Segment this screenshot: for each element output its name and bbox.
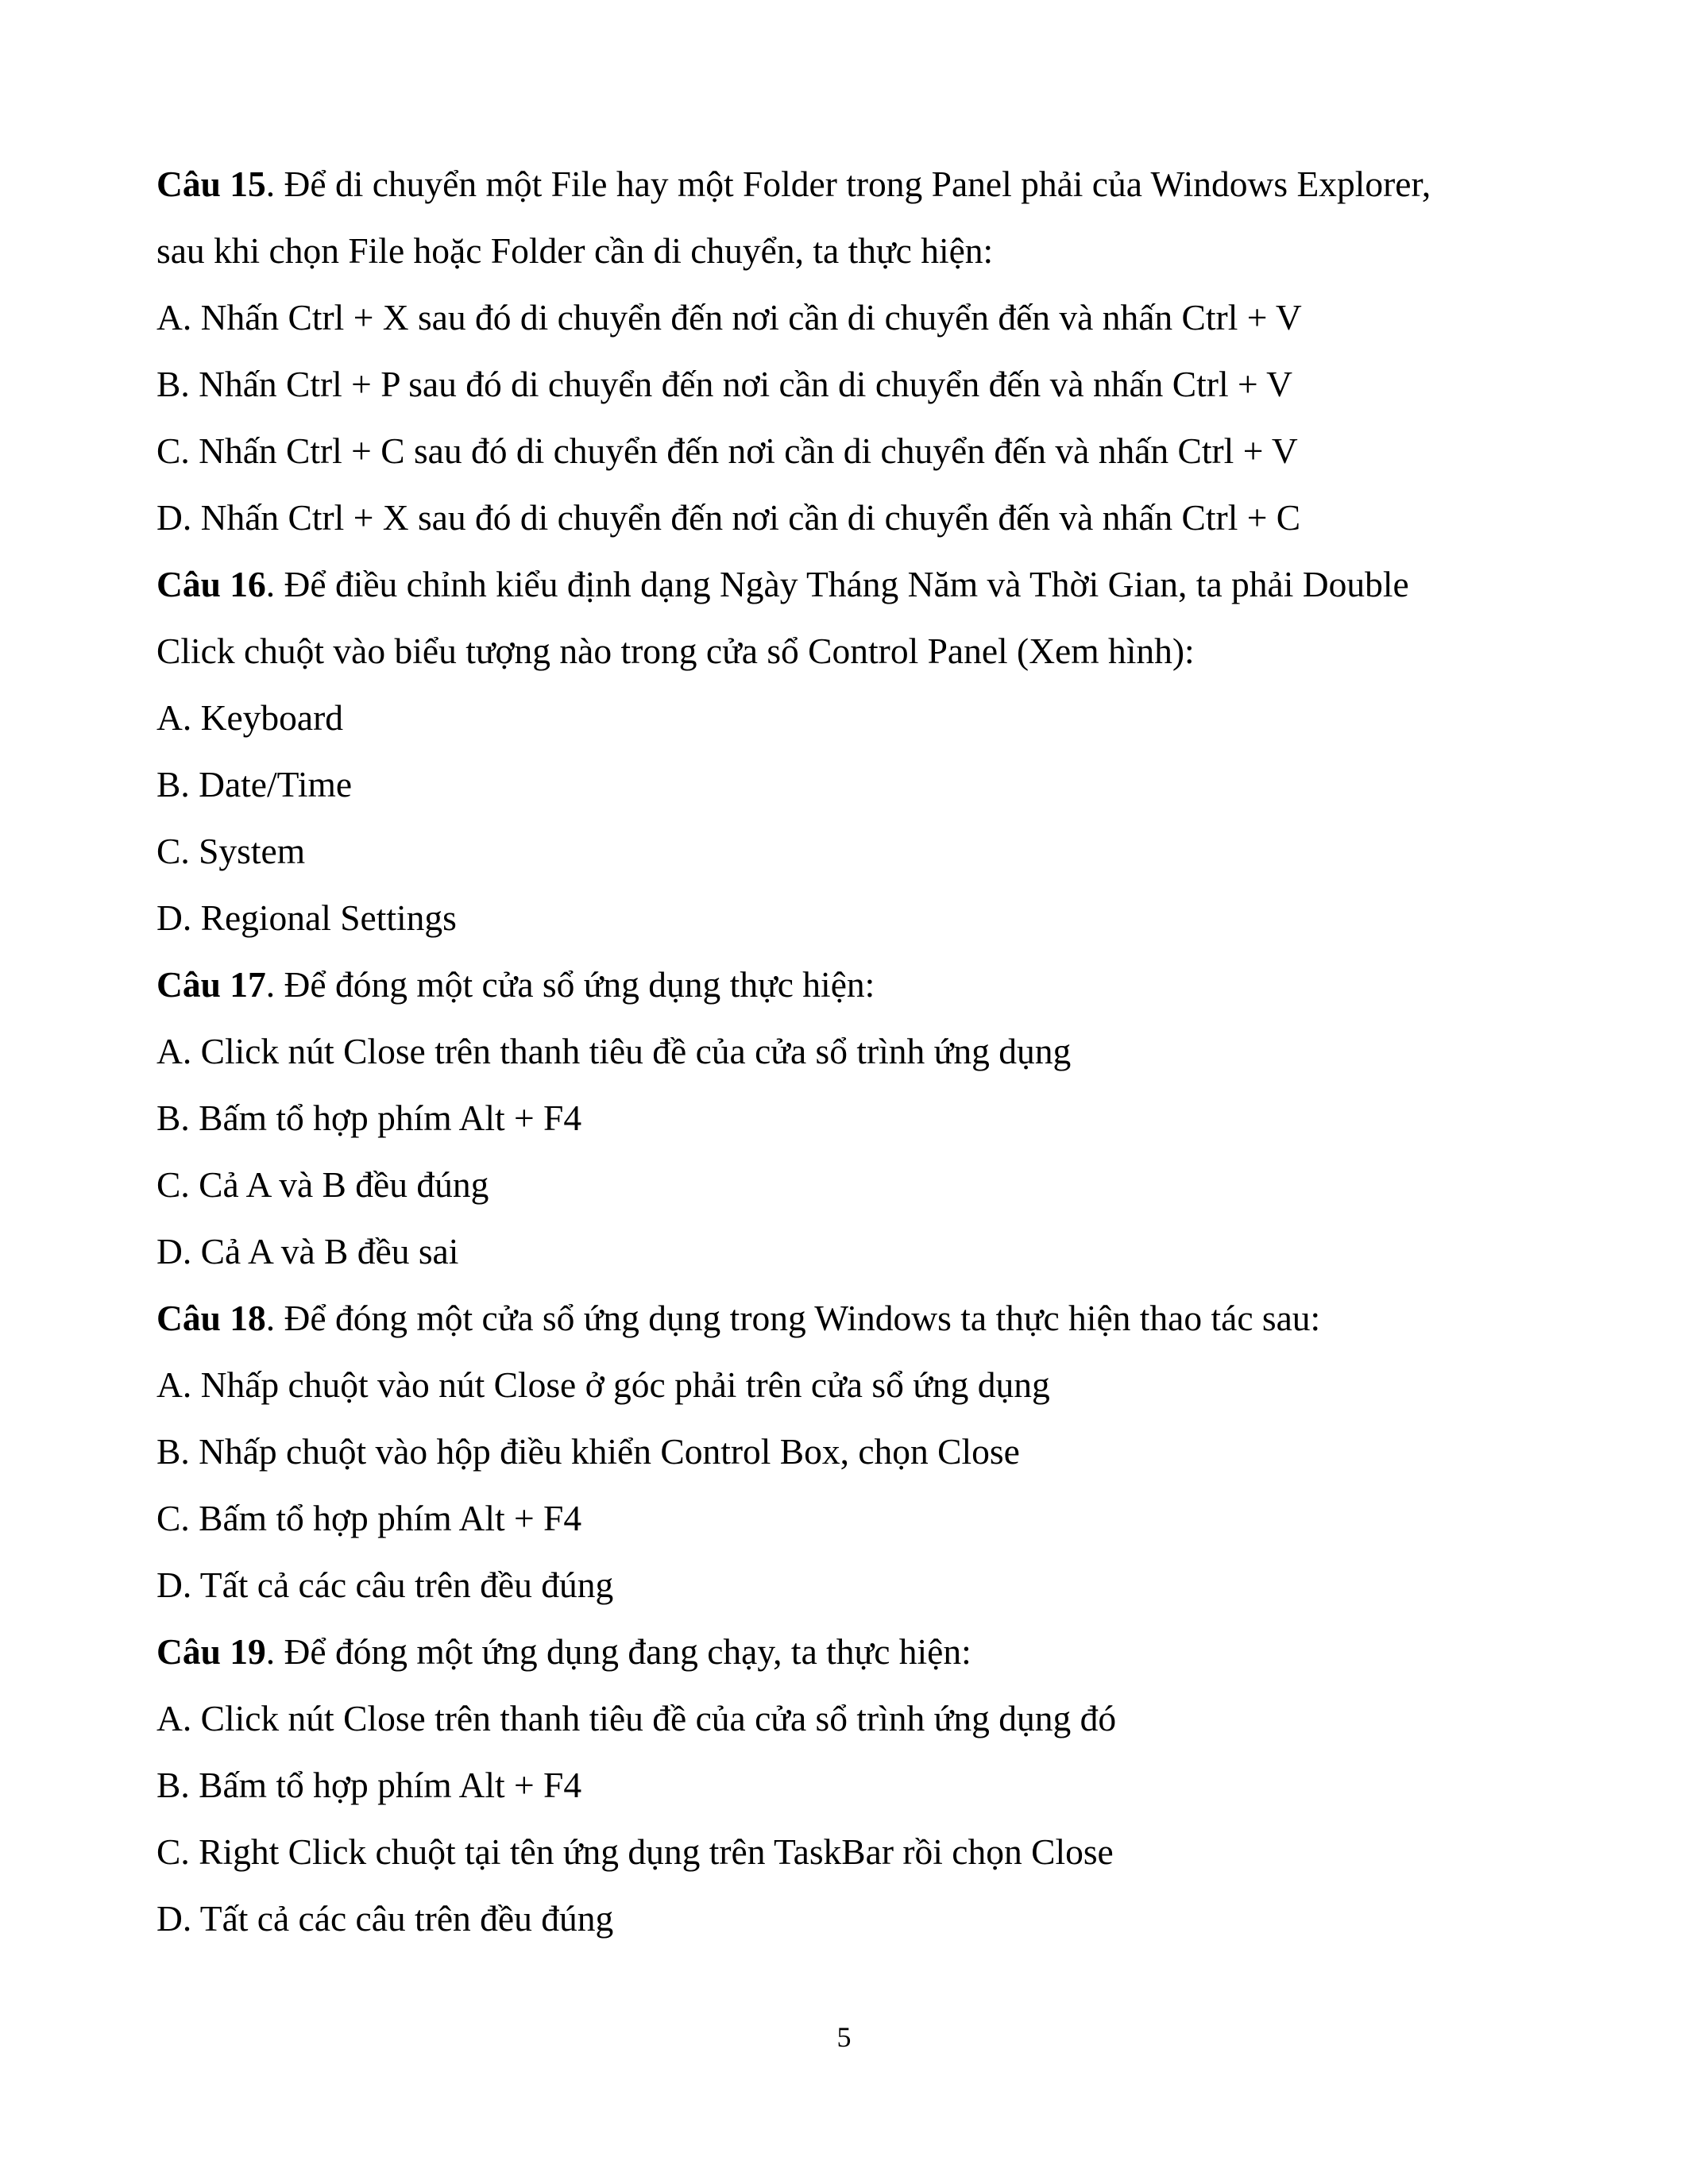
question-19-option-b: B. Bấm tổ hợp phím Alt + F4 xyxy=(156,1765,582,1805)
question-15-label: Câu 15 xyxy=(156,164,266,204)
question-16-option-b: B. Date/Time xyxy=(156,764,353,805)
question-19-line-1 xyxy=(156,1619,1531,1685)
question-17-option-c: C. Cả A và B đều đúng xyxy=(156,1164,489,1205)
question-18-option-d: D. Tất cả các câu trên đều đúng xyxy=(156,1565,614,1605)
question-18-option-a: A. Nhấp chuột vào nút Close ở góc phải trên cửa sổ ứng dụng xyxy=(156,1364,1050,1405)
question-17-option-b: B. Bấm tổ hợp phím Alt + F4 xyxy=(156,1098,582,1138)
question-17-option-d: D. Cả A và B đều sai xyxy=(156,1231,459,1271)
document-body xyxy=(156,151,1531,1952)
question-16-line-1 xyxy=(156,551,1531,618)
question-19-option-c: C. Right Click chuột tại tên ứng dụng trên TaskBar rồi chọn Close xyxy=(156,1831,1114,1872)
question-16-text: . Để điều chỉnh kiểu định dạng Ngày Tháng Năm và Thời Gian, ta phải Double xyxy=(265,564,1409,604)
question-16-option-c: C. System xyxy=(156,831,306,871)
question-18-option-c: C. Bấm tổ hợp phím Alt + F4 xyxy=(156,1498,582,1538)
question-19-label: Câu 19 xyxy=(156,1631,266,1672)
question-15-line-2: sau khi chọn File hoặc Folder cần di chuyển, ta thực hiện: xyxy=(156,230,994,271)
question-18-text: . Để đóng một cửa sổ ứng dụng trong Windows ta thực hiện thao tác sau: xyxy=(265,1298,1321,1338)
question-17-line-1 xyxy=(156,951,1531,1018)
question-18-label: Câu 18 xyxy=(156,1298,266,1338)
question-16-option-a: A. Keyboard xyxy=(156,697,344,738)
question-17-label: Câu 17 xyxy=(156,964,266,1005)
question-15-text: . Để di chuyển một File hay một Folder trong Panel phải của Windows Explorer, xyxy=(265,164,1431,204)
question-15-option-d: D. Nhấn Ctrl + X sau đó di chuyển đến nơi cần di chuyển đến và nhấn Ctrl + C xyxy=(156,497,1301,538)
question-16-label: Câu 16 xyxy=(156,564,266,604)
question-18-line-1 xyxy=(156,1285,1531,1352)
question-19-text: . Để đóng một ứng dụng đang chạy, ta thực hiện: xyxy=(265,1631,971,1672)
question-15-option-a: A. Nhấn Ctrl + X sau đó di chuyển đến nơi cần di chuyển đến và nhấn Ctrl + V xyxy=(156,297,1302,338)
question-18-option-b: B. Nhấp chuột vào hộp điều khiển Control Box, chọn Close xyxy=(156,1431,1020,1472)
question-19-option-d: D. Tất cả các câu trên đều đúng xyxy=(156,1898,614,1939)
question-16-line-2: Click chuột vào biểu tượng nào trong cửa sổ Control Panel (Xem hình): xyxy=(156,631,1195,671)
question-16-option-d: D. Regional Settings xyxy=(156,897,457,938)
question-15-option-c: C. Nhấn Ctrl + C sau đó di chuyển đến nơi cần di chuyển đến và nhấn Ctrl + V xyxy=(156,430,1298,471)
question-15-line-1 xyxy=(156,151,1531,218)
page-number: 5 xyxy=(836,2021,852,2053)
question-17-text: . Để đóng một cửa sổ ứng dụng thực hiện: xyxy=(265,964,875,1005)
question-17-option-a: A. Click nút Close trên thanh tiêu đề của cửa sổ trình ứng dụng xyxy=(156,1031,1072,1071)
question-19-option-a: A. Click nút Close trên thanh tiêu đề của cửa sổ trình ứng dụng đó xyxy=(156,1698,1117,1738)
question-15-option-b: B. Nhấn Ctrl + P sau đó di chuyển đến nơi cần di chuyển đến và nhấn Ctrl + V xyxy=(156,364,1293,404)
